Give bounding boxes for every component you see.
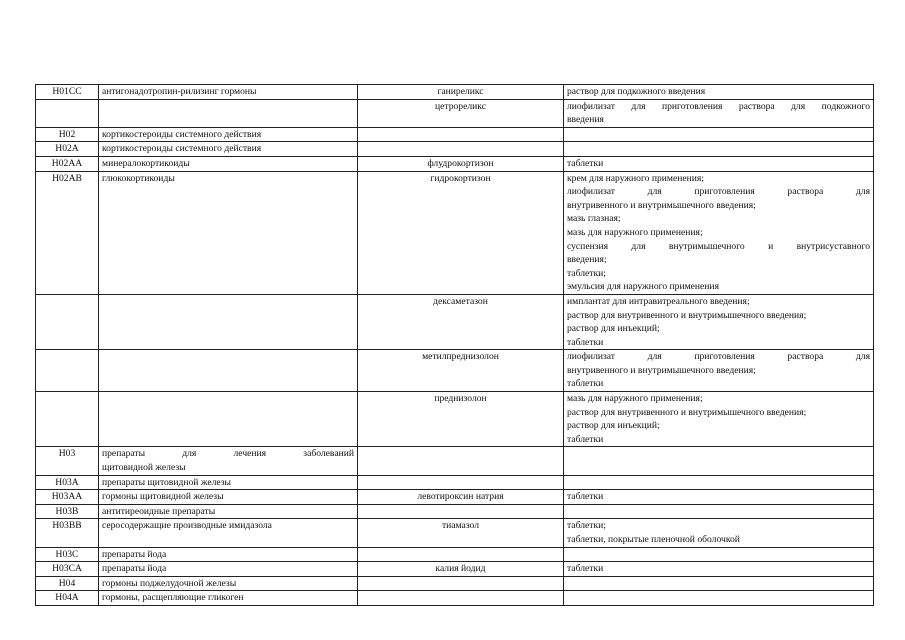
atc-code-cell: H04A [36,591,99,606]
drug-name-cell: дексаметазон [358,294,564,349]
drug-name-cell [358,591,564,606]
group-name-line: минералокортикоиды [102,157,190,169]
dosage-form-line: мазь для наружного применения; [567,226,703,238]
dosage-form-line: раствор для внутривенного и внутримышечного введения; [567,406,807,418]
table-row [36,447,874,475]
table-row [36,576,874,591]
dosage-forms-cell [564,562,874,577]
dosage-forms-cell [564,576,874,591]
dosage-forms-cell [564,171,874,294]
atc-code-cell: H01CC [36,85,99,100]
drug-name-cell: метилпреднизолон [358,350,564,392]
drug-classification-table [35,84,874,606]
table-row [36,350,874,392]
dosage-form-line: таблетки [567,433,604,445]
table-row [36,490,874,505]
table-row [36,504,874,519]
dosage-form-line: имплантат для интравитреального введения; [567,295,750,307]
dosage-forms-cell [564,447,874,475]
group-name-cell [99,127,358,142]
dosage-forms-cell [564,392,874,447]
group-name-cell [99,447,358,475]
dosage-forms-cell [564,294,874,349]
drug-name-cell [358,142,564,157]
group-name-cell [99,519,358,547]
dosage-form-line: введения [567,114,604,126]
dosage-form-line: лиофилизат для приготовления раствора для [567,186,870,198]
atc-code-cell [36,294,99,349]
drug-name-cell: тиамазол [358,519,564,547]
group-name-cell [99,85,358,100]
dosage-form-line: мазь глазная; [567,213,621,225]
table-row [36,547,874,562]
dosage-forms-cell [564,127,874,142]
drug-name-cell: левотироксин натрия [358,490,564,505]
group-name-cell [99,156,358,171]
group-name-cell [99,576,358,591]
dosage-form-line: таблетки [567,336,604,348]
atc-code-cell [36,350,99,392]
table-body [36,85,874,606]
dosage-forms-cell [564,142,874,157]
dosage-form-line: эмульсия для наружного применения [567,281,719,293]
group-name-cell [99,504,358,519]
table-row [36,85,874,100]
drug-name-cell: гидрокортизон [358,171,564,294]
atc-code-cell: H03C [36,547,99,562]
table-row [36,475,874,490]
table-row [36,562,874,577]
group-name-cell [99,350,358,392]
dosage-forms-cell [564,591,874,606]
group-name-cell [99,392,358,447]
group-name-cell [99,475,358,490]
atc-code-cell: H03 [36,447,99,475]
group-name-line: гормоны щитовидной железы [102,491,224,503]
dosage-form-line: лиофилизат для приготовления раствора для [567,351,870,363]
dosage-forms-cell [564,156,874,171]
group-name-line: гормоны, расщепляющие гликоген [102,592,244,604]
dosage-form-line: внутривенного и внутримышечного введения; [567,364,756,376]
dosage-form-line: раствор для внутривенного и внутримышечного введения; [567,309,807,321]
table-row [36,519,874,547]
group-name-line: препараты йода [102,563,167,575]
atc-code-cell: H02AB [36,171,99,294]
table-row [36,591,874,606]
dosage-forms-cell [564,350,874,392]
dosage-form-line: введения; [567,254,607,266]
table-row [36,156,874,171]
drug-name-cell [358,447,564,475]
group-name-cell [99,99,358,127]
dosage-form-line: таблетки; [567,520,606,532]
dosage-form-line: внутривенного и внутримышечного введения; [567,199,756,211]
atc-code-cell [36,99,99,127]
dosage-form-line: суспензия для внутримышечного и внутрисуставного [567,240,870,252]
document-page [35,84,874,606]
table-row [36,127,874,142]
group-name-cell [99,294,358,349]
drug-name-cell [358,547,564,562]
group-name-cell [99,547,358,562]
table-row [36,171,874,294]
atc-code-cell: H03B [36,504,99,519]
atc-code-cell: H03BB [36,519,99,547]
dosage-form-line: крем для наружного применения; [567,172,704,184]
dosage-forms-cell [564,504,874,519]
dosage-forms-cell [564,99,874,127]
group-name-cell [99,591,358,606]
table-row [36,294,874,349]
group-name-cell [99,562,358,577]
dosage-form-line: таблетки; [567,267,606,279]
group-name-line: антигонадотропин-рилизинг гормоны [102,86,257,97]
atc-code-cell: H04 [36,576,99,591]
dosage-form-line: таблетки [567,157,604,169]
dosage-forms-cell [564,519,874,547]
dosage-form-line: таблетки [567,378,604,390]
drug-name-cell [358,127,564,142]
drug-name-cell: преднизолон [358,392,564,447]
atc-code-cell: H02AA [36,156,99,171]
table-row [36,142,874,157]
group-name-line: препараты йода [102,548,167,560]
atc-code-cell: H03A [36,475,99,490]
drug-name-cell: цетрореликс [358,99,564,127]
group-name-line: препараты щитовидной железы [102,476,231,488]
group-name-line: препараты для лечения заболеваний [102,448,354,460]
group-name-line: кортикостероиды системного действия [102,128,262,140]
dosage-forms-cell [564,85,874,100]
dosage-form-line: таблетки, покрытые пленочной оболочкой [567,534,740,545]
atc-code-cell [36,392,99,447]
group-name-line: кортикостероиды системного действия [102,143,262,155]
drug-name-cell: ганиреликс [358,85,564,100]
atc-code-cell: H02A [36,142,99,157]
table-row [36,99,874,127]
group-name-line: гормоны поджелудочной железы [102,577,237,589]
drug-name-cell [358,576,564,591]
drug-name-cell [358,475,564,490]
dosage-form-line: таблетки [567,491,604,503]
table-row [36,392,874,447]
dosage-form-line: лиофилизат для приготовления раствора для подкожного [567,100,870,112]
dosage-form-line: мазь для наружного применения; [567,393,703,405]
atc-code-cell: H02 [36,127,99,142]
group-name-cell [99,171,358,294]
dosage-forms-cell [564,547,874,562]
dosage-form-line: раствор для инъекций; [567,323,660,335]
drug-name-cell [358,504,564,519]
drug-name-cell: флудрокортизон [358,156,564,171]
group-name-cell [99,490,358,505]
dosage-form-line: раствор для инъекций; [567,420,660,432]
group-name-line: антитиреоидные препараты [102,505,216,517]
group-name-cell [99,142,358,157]
drug-name-cell: калия йодид [358,562,564,577]
group-name-line: глюкокортикоиды [102,172,175,184]
dosage-forms-cell [564,475,874,490]
dosage-form-line: раствор для подкожного введения [567,86,706,97]
group-name-line: щитовидной железы [102,462,186,474]
group-name-line: серосодержащие производные имидазола [102,520,272,532]
atc-code-cell: H03AA [36,490,99,505]
dosage-forms-cell [564,490,874,505]
atc-code-cell: H03CA [36,562,99,577]
dosage-form-line: таблетки [567,563,604,575]
